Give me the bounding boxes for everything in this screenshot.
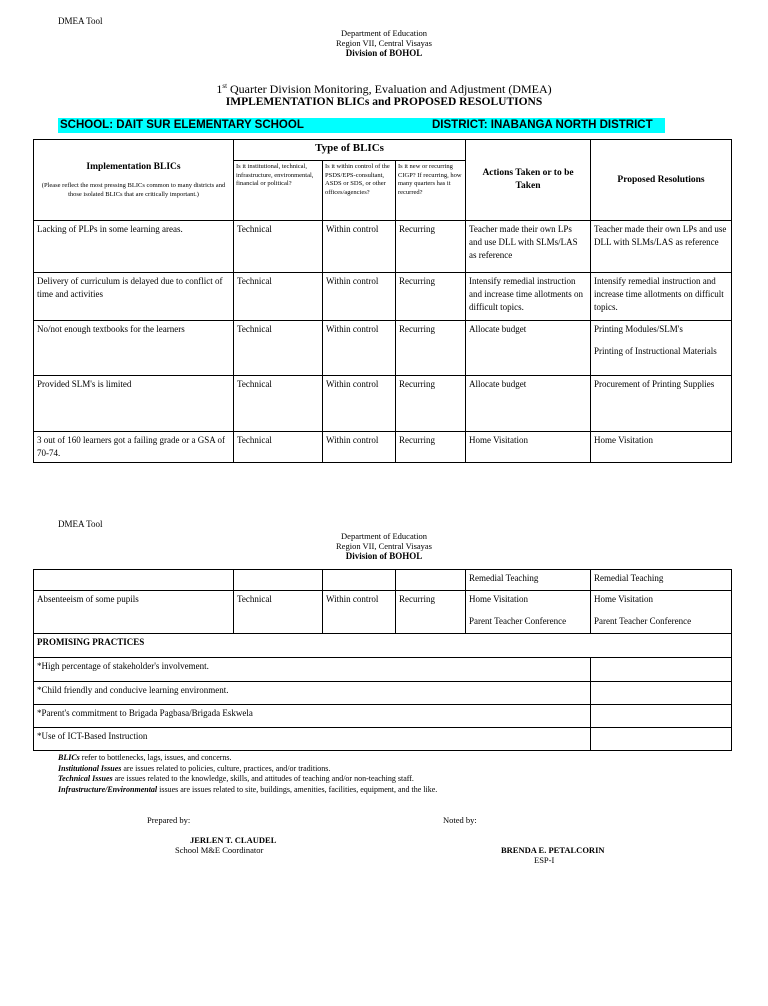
actions-cell: Allocate budget <box>466 321 591 376</box>
recur-cell: Recurring <box>396 273 466 321</box>
table-row <box>34 570 732 591</box>
division-line: Division of BOHOL <box>345 48 423 58</box>
table-row <box>34 376 732 432</box>
actions-cell: Teacher made their own LPs and use DLL with SLMs/LAS as reference <box>466 221 591 273</box>
recur-cell: Recurring <box>396 321 466 376</box>
definitions-notes <box>58 753 437 795</box>
dept-line: Department of Education <box>341 28 427 38</box>
header-impl-blics: Implementation BLICs (Please reflect the most pressing BLICs common to many districts and those isolated BLICs that are critically important.) <box>34 140 234 221</box>
blic-cell: Lacking of PLPs in some learning areas. <box>34 221 234 273</box>
practice-item: *Child friendly and conducive learning environment. <box>34 682 591 705</box>
practice-item: *High percentage of stakeholder's involvement. <box>34 658 591 682</box>
actions-cell <box>466 591 591 634</box>
resolutions-cell: Procurement of Printing Supplies <box>591 376 732 432</box>
dept-line: Department of Education <box>341 531 427 541</box>
practice-item: *Parent's commitment to Brigada Pagbasa/Brigada Eskwela <box>34 705 591 728</box>
control-cell: Within control <box>323 591 396 634</box>
region-line: Region VII, Central Visayas <box>336 38 432 48</box>
header-q-type: Is it institutional, technical, infrastructure, environmental, financial or political? <box>234 161 323 221</box>
action-line: Parent Teacher Conference <box>469 616 567 626</box>
table-row <box>34 432 732 463</box>
actions-cell: Home Visitation <box>466 432 591 463</box>
type-cell: Technical <box>234 221 323 273</box>
preparer-name: JERLEN T. CLAUDEL <box>190 835 277 845</box>
prepared-by-label: Prepared by: <box>147 815 191 825</box>
table-row <box>34 591 732 634</box>
recur-cell: Recurring <box>396 376 466 432</box>
note-line: BLICs refer to bottlenecks, lags, issues, and concerns. <box>58 753 232 762</box>
table-row <box>34 321 732 376</box>
resolutions-cell: Teacher made their own LPs and use DLL with SLMs/LAS as reference <box>591 221 732 273</box>
tool-label: DMEA Tool <box>58 519 103 529</box>
control-cell: Within control <box>323 221 396 273</box>
noter-name: BRENDA E. PETALCORIN <box>501 845 605 855</box>
type-cell: Technical <box>234 432 323 463</box>
actions-cell: Allocate budget <box>466 376 591 432</box>
promising-practices-title: PROMISING PRACTICES <box>34 634 732 658</box>
title-line-2: IMPLEMENTATION BLICs and PROPOSED RESOLUTIONS <box>225 96 543 108</box>
practice-row <box>34 682 732 705</box>
resolution-line: Home Visitation <box>594 594 654 604</box>
blic-cell: Absenteeism of some pupils <box>34 591 234 634</box>
header-actions: Actions Taken or to be Taken <box>466 140 591 221</box>
practice-row <box>34 705 732 728</box>
blic-cell: No/not enough textbooks for the learners <box>34 321 234 376</box>
resolutions-cell: Home Visitation <box>591 432 732 463</box>
practice-row <box>34 658 732 682</box>
page-header <box>0 531 768 561</box>
tool-label: DMEA Tool <box>58 16 103 26</box>
resolution-line: Parent Teacher Conference <box>594 616 692 626</box>
resolutions-cell <box>591 321 732 376</box>
district-name: DISTRICT: INABANGA NORTH DISTRICT <box>432 119 653 131</box>
control-cell: Within control <box>323 273 396 321</box>
header-q-control: Is it within control of the PSDS/EPS-consultant, ASDS or SDS, or other offices/agencies? <box>323 161 396 221</box>
school-district-band <box>58 118 665 133</box>
preparer-title: School M&E Coordinator <box>175 845 264 855</box>
header-resolutions: Proposed Resolutions <box>591 140 732 221</box>
type-cell: Technical <box>234 321 323 376</box>
resolutions-cell: Remedial Teaching <box>591 570 732 591</box>
action-line: Home Visitation <box>469 594 529 604</box>
note-line: Infrastructure/Environmental issues are issues related to site, buildings, amenities, facilities, equipment, and the like. <box>58 784 438 794</box>
actions-cell: Intensify remedial instruction and increase time allotments on difficult topics. <box>466 273 591 321</box>
blics-table-continued <box>33 569 732 751</box>
practice-item: *Use of ICT-Based Instruction <box>34 728 591 751</box>
note-line: Technical Issues are issues related to the knowledge, skills, and attitudes of teaching and/or non-teaching staff. <box>58 774 414 783</box>
control-cell: Within control <box>323 376 396 432</box>
recur-cell: Recurring <box>396 432 466 463</box>
table-row <box>34 221 732 273</box>
blics-table <box>33 139 732 463</box>
practice-row <box>34 728 732 751</box>
resolutions-cell: Intensify remedial instruction and increase time allotments on difficult topics. <box>591 273 732 321</box>
promising-practices-row <box>34 634 732 658</box>
control-cell: Within control <box>323 432 396 463</box>
noter-title: ESP-I <box>534 855 555 865</box>
region-line: Region VII, Central Visayas <box>336 541 432 551</box>
division-line: Division of BOHOL <box>345 551 423 561</box>
blic-cell: 3 out of 160 learners got a failing grade or a GSA of 70-74. <box>34 432 234 463</box>
resolution-line: Printing Modules/SLM's <box>594 324 683 334</box>
note-line: Institutional Issues are issues related to policies, culture, practices, and/or traditions. <box>58 763 331 773</box>
resolutions-cell <box>591 591 732 634</box>
recur-cell: Recurring <box>396 221 466 273</box>
type-cell: Technical <box>234 376 323 432</box>
recur-cell: Recurring <box>396 591 466 634</box>
blic-cell: Provided SLM's is limited <box>34 376 234 432</box>
blic-cell: Delivery of curriculum is delayed due to conflict of time and activities <box>34 273 234 321</box>
title-line-1: 1st Quarter Division Monitoring, Evaluation and Adjustment (DMEA) <box>216 82 552 96</box>
type-cell: Technical <box>234 591 323 634</box>
header-type-of-blics: Type of BLICs <box>234 140 466 161</box>
control-cell: Within control <box>323 321 396 376</box>
document-title <box>0 79 768 109</box>
type-cell: Technical <box>234 273 323 321</box>
actions-cell: Remedial Teaching <box>466 570 591 591</box>
header-q-recur: Is it new or recurring CIGP? If recurring, how many quarters has it recurred? <box>396 161 466 221</box>
noted-by-label: Noted by: <box>443 815 477 825</box>
resolution-line: Printing of Instructional Materials <box>594 346 717 356</box>
page-header <box>0 28 768 58</box>
table-row <box>34 273 732 321</box>
school-name: SCHOOL: DAIT SUR ELEMENTARY SCHOOL <box>60 119 304 131</box>
